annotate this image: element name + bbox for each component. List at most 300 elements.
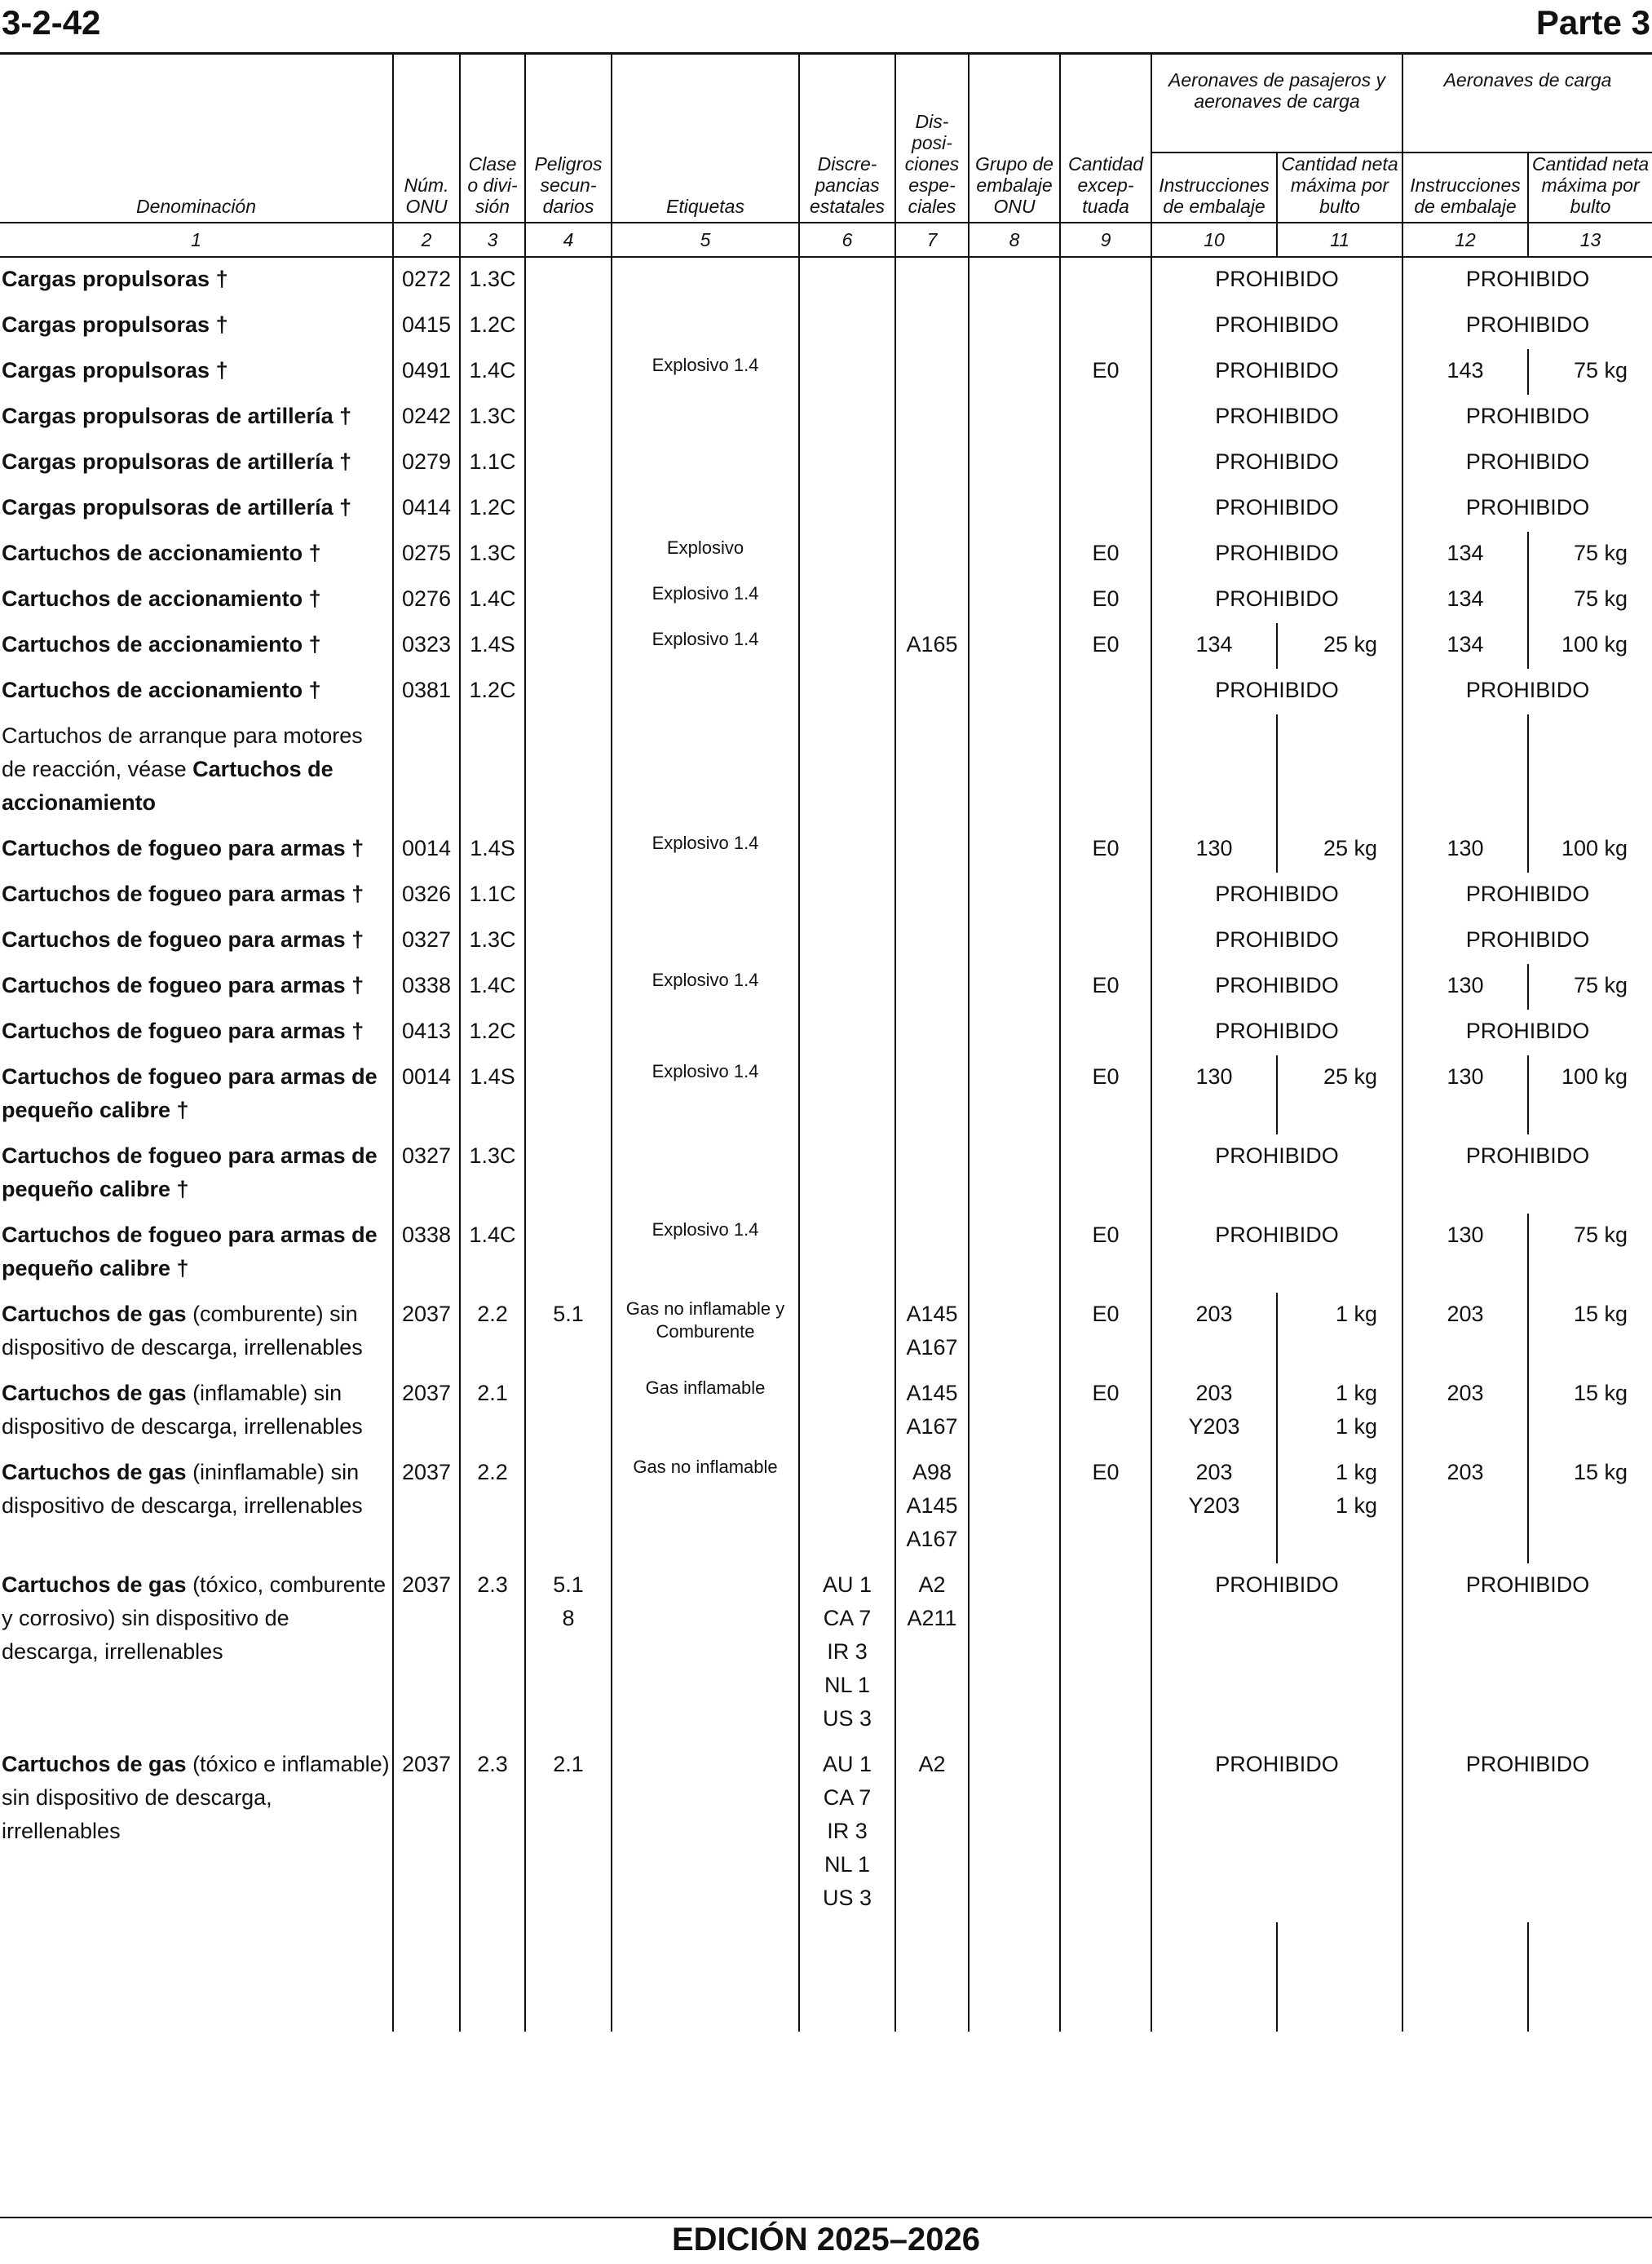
special-provisions <box>895 1134 969 1214</box>
un-number: 0326 <box>393 873 460 918</box>
pax-max-net-qty: 25 kg <box>1277 623 1402 669</box>
edition-footer: EDICIÓN 2025–2026 <box>671 2222 980 2257</box>
col-number: 11 <box>1277 223 1402 257</box>
empty-cell <box>612 1922 799 2032</box>
table-row <box>0 532 1652 577</box>
excepted-quantity <box>1060 1743 1151 1922</box>
hazard-label: Explosivo 1.4 <box>612 1214 799 1293</box>
pax-prohibited: PROHIBIDO <box>1151 964 1402 1010</box>
hazard-label <box>612 395 799 440</box>
excepted-quantity: E0 <box>1060 623 1151 669</box>
packing-group <box>969 1214 1060 1293</box>
subsidiary-hazard: 5.1 8 <box>525 1563 612 1743</box>
cargo-max-net-qty: 100 kg <box>1528 623 1652 669</box>
cargo-max-net-qty: 15 kg <box>1528 1372 1652 1451</box>
packing-group <box>969 1372 1060 1451</box>
state-variations <box>799 257 895 303</box>
cargo-max-net-qty: 15 kg <box>1528 1451 1652 1563</box>
proper-shipping-name: Cargas propulsoras † <box>2 267 228 291</box>
col-number: 2 <box>393 223 460 257</box>
class-division: 1.3C <box>460 257 525 303</box>
special-provisions: A145 A167 <box>895 1372 969 1451</box>
un-number: 0338 <box>393 1214 460 1293</box>
empty-cell <box>969 1922 1060 2032</box>
pax-packing-instruction: 203 Y203 <box>1151 1451 1277 1563</box>
special-provisions <box>895 873 969 918</box>
pax-max-net-qty <box>1277 714 1402 827</box>
excepted-quantity: E0 <box>1060 577 1151 623</box>
state-variations <box>799 1451 895 1563</box>
proper-shipping-name: Cartuchos de gas (tóxico e inflamable) sin dispositivo de descarga, irrellenables <box>2 1752 390 1843</box>
hazard-label: Explosivo 1.4 <box>612 827 799 873</box>
col-header-8: Grupo de embalaje ONU <box>969 55 1060 223</box>
proper-shipping-name: Cartuchos de fogueo para armas † <box>2 882 364 906</box>
subsidiary-hazard <box>525 440 612 486</box>
proper-shipping-name: Cartuchos de accionamiento † <box>2 678 321 702</box>
hazard-label <box>612 257 799 303</box>
proper-shipping-name: Cartuchos de fogueo para armas † <box>2 973 364 997</box>
col-number: 7 <box>895 223 969 257</box>
col-number: 12 <box>1402 223 1528 257</box>
cargo-max-net-qty: 75 kg <box>1528 964 1652 1010</box>
state-variations <box>799 349 895 395</box>
cargo-prohibited: PROHIBIDO <box>1402 1134 1652 1214</box>
subsidiary-hazard: 2.1 <box>525 1743 612 1922</box>
un-number: 2037 <box>393 1563 460 1743</box>
col-header-7: Dis- posi- ciones espe- ciales <box>895 55 969 223</box>
col-number: 4 <box>525 223 612 257</box>
un-number <box>393 714 460 827</box>
cargo-max-net-qty: 75 kg <box>1528 577 1652 623</box>
cargo-packing-instruction: 130 <box>1402 827 1528 873</box>
excepted-quantity <box>1060 669 1151 714</box>
state-variations <box>799 1134 895 1214</box>
pax-prohibited: PROHIBIDO <box>1151 349 1402 395</box>
proper-shipping-name: Cargas propulsoras de artillería † <box>2 404 352 428</box>
pax-prohibited: PROHIBIDO <box>1151 577 1402 623</box>
empty-cell <box>1402 1922 1528 2032</box>
proper-shipping-name: Cartuchos de fogueo para armas de pequeño calibre † <box>2 1223 378 1280</box>
excepted-quantity: E0 <box>1060 827 1151 873</box>
excepted-quantity: E0 <box>1060 1293 1151 1372</box>
col-header-11: Cantidad neta máxima por bulto <box>1277 153 1402 223</box>
empty-cell <box>895 1922 969 2032</box>
cargo-packing-instruction: 203 <box>1402 1372 1528 1451</box>
col-header-2: Núm. ONU <box>393 55 460 223</box>
cargo-max-net-qty: 100 kg <box>1528 1055 1652 1134</box>
un-number: 0323 <box>393 623 460 669</box>
cargo-prohibited: PROHIBIDO <box>1402 918 1652 964</box>
excepted-quantity: E0 <box>1060 1372 1151 1451</box>
subsidiary-hazard <box>525 577 612 623</box>
cargo-packing-instruction: 203 <box>1402 1451 1528 1563</box>
un-number: 0327 <box>393 918 460 964</box>
special-provisions <box>895 257 969 303</box>
packing-group <box>969 486 1060 532</box>
table-row <box>0 827 1652 873</box>
un-number: 0413 <box>393 1010 460 1055</box>
un-number: 2037 <box>393 1451 460 1563</box>
subsidiary-hazard <box>525 1214 612 1293</box>
hazard-label <box>612 1743 799 1922</box>
un-number: 2037 <box>393 1293 460 1372</box>
cargo-packing-instruction: 134 <box>1402 577 1528 623</box>
un-number: 0279 <box>393 440 460 486</box>
packing-group <box>969 1134 1060 1214</box>
empty-cell <box>1151 1922 1277 2032</box>
table-row <box>0 440 1652 486</box>
un-number: 0338 <box>393 964 460 1010</box>
un-number: 0272 <box>393 257 460 303</box>
pax-prohibited: PROHIBIDO <box>1151 440 1402 486</box>
class-division: 1.2C <box>460 303 525 349</box>
class-division: 1.4C <box>460 964 525 1010</box>
subsidiary-hazard <box>525 918 612 964</box>
pax-prohibited: PROHIBIDO <box>1151 873 1402 918</box>
subsidiary-hazard: 5.1 <box>525 1293 612 1372</box>
cargo-prohibited: PROHIBIDO <box>1402 440 1652 486</box>
table-row <box>0 1214 1652 1293</box>
pax-prohibited: PROHIBIDO <box>1151 1134 1402 1214</box>
subsidiary-hazard <box>525 303 612 349</box>
proper-shipping-name: Cartuchos de gas (inflamable) sin dispositivo de descarga, irrellenables <box>2 1381 363 1439</box>
cargo-max-net-qty: 75 kg <box>1528 532 1652 577</box>
excepted-quantity <box>1060 257 1151 303</box>
proper-shipping-name: Cartuchos de accionamiento † <box>2 632 321 657</box>
class-division: 2.2 <box>460 1451 525 1563</box>
cargo-packing-instruction: 143 <box>1402 349 1528 395</box>
pax-max-net-qty: 25 kg <box>1277 1055 1402 1134</box>
table-row <box>0 1055 1652 1134</box>
proper-shipping-name: Cartuchos de gas (ininflamable) sin dispositivo de descarga, irrellenables <box>2 1460 363 1518</box>
table-row <box>0 1743 1652 1922</box>
un-number: 0276 <box>393 577 460 623</box>
empty-cell <box>1060 1922 1151 2032</box>
pax-prohibited: PROHIBIDO <box>1151 303 1402 349</box>
proper-shipping-name: Cartuchos de accionamiento † <box>2 586 321 611</box>
col-header-12: Instrucciones de embalaje <box>1402 153 1528 223</box>
packing-group <box>969 440 1060 486</box>
state-variations <box>799 873 895 918</box>
special-provisions <box>895 577 969 623</box>
special-provisions: A98 A145 A167 <box>895 1451 969 1563</box>
state-variations <box>799 964 895 1010</box>
table-row <box>0 303 1652 349</box>
state-variations <box>799 714 895 827</box>
table-row <box>0 714 1652 827</box>
pax-packing-instruction <box>1151 714 1277 827</box>
special-provisions <box>895 349 969 395</box>
class-division: 1.4S <box>460 827 525 873</box>
col-number: 13 <box>1528 223 1652 257</box>
part-label: Parte 3 <box>1535 3 1650 42</box>
pax-packing-instruction: 203 Y203 <box>1151 1372 1277 1451</box>
un-number: 0491 <box>393 349 460 395</box>
special-provisions <box>895 714 969 827</box>
table-row <box>0 669 1652 714</box>
packing-group <box>969 827 1060 873</box>
packing-group <box>969 1743 1060 1922</box>
un-number: 0014 <box>393 1055 460 1134</box>
cargo-prohibited: PROHIBIDO <box>1402 395 1652 440</box>
subsidiary-hazard <box>525 395 612 440</box>
table-row <box>0 873 1652 918</box>
pax-packing-instruction: 130 <box>1151 1055 1277 1134</box>
packing-group <box>969 714 1060 827</box>
pax-prohibited: PROHIBIDO <box>1151 257 1402 303</box>
class-division: 1.4S <box>460 1055 525 1134</box>
state-variations <box>799 303 895 349</box>
hazard-label: Gas no inflamable y Comburente <box>612 1293 799 1372</box>
subsidiary-hazard <box>525 349 612 395</box>
excepted-quantity <box>1060 1010 1151 1055</box>
class-division: 1.3C <box>460 395 525 440</box>
pax-prohibited: PROHIBIDO <box>1151 486 1402 532</box>
special-provisions <box>895 303 969 349</box>
pax-prohibited: PROHIBIDO <box>1151 1010 1402 1055</box>
un-number: 2037 <box>393 1743 460 1922</box>
pax-packing-instruction: 130 <box>1151 827 1277 873</box>
cargo-prohibited: PROHIBIDO <box>1402 873 1652 918</box>
proper-shipping-name: Cartuchos de gas (comburente) sin dispositivo de descarga, irrellenables <box>2 1302 363 1360</box>
hazard-label <box>612 486 799 532</box>
proper-shipping-name: Cartuchos de fogueo para armas de pequeño calibre † <box>2 1143 378 1201</box>
class-division: 1.2C <box>460 669 525 714</box>
hazard-label <box>612 669 799 714</box>
empty-cell <box>799 1922 895 2032</box>
excepted-quantity: E0 <box>1060 1451 1151 1563</box>
cargo-prohibited: PROHIBIDO <box>1402 303 1652 349</box>
packing-group <box>969 303 1060 349</box>
state-variations <box>799 918 895 964</box>
table-row <box>0 395 1652 440</box>
proper-shipping-name: Cargas propulsoras † <box>2 358 228 382</box>
packing-group <box>969 577 1060 623</box>
un-number: 0381 <box>393 669 460 714</box>
class-division: 1.2C <box>460 1010 525 1055</box>
cargo-packing-instruction: 203 <box>1402 1293 1528 1372</box>
hazard-label: Explosivo 1.4 <box>612 964 799 1010</box>
cargo-prohibited: PROHIBIDO <box>1402 1010 1652 1055</box>
excepted-quantity: E0 <box>1060 349 1151 395</box>
special-provisions <box>895 532 969 577</box>
class-division: 1.3C <box>460 532 525 577</box>
dangerous-goods-table <box>0 55 1652 2032</box>
pax-max-net-qty: 25 kg <box>1277 827 1402 873</box>
table-filler <box>0 1922 1652 2032</box>
col-header-5: Etiquetas <box>612 55 799 223</box>
subsidiary-hazard <box>525 714 612 827</box>
col-header-13: Cantidad neta máxima por bulto <box>1528 153 1652 223</box>
special-provisions <box>895 1010 969 1055</box>
excepted-quantity <box>1060 1134 1151 1214</box>
un-number: 0275 <box>393 532 460 577</box>
packing-group <box>969 349 1060 395</box>
state-variations <box>799 1010 895 1055</box>
state-variations <box>799 395 895 440</box>
empty-cell <box>393 1922 460 2032</box>
state-variations <box>799 440 895 486</box>
subsidiary-hazard <box>525 1372 612 1451</box>
class-division: 1.3C <box>460 1134 525 1214</box>
table-row <box>0 349 1652 395</box>
state-variations <box>799 532 895 577</box>
table-row <box>0 918 1652 964</box>
class-division: 1.1C <box>460 873 525 918</box>
hazard-label <box>612 714 799 827</box>
subsidiary-hazard <box>525 1134 612 1214</box>
hazard-label <box>612 1010 799 1055</box>
hazard-label: Explosivo 1.4 <box>612 1055 799 1134</box>
hazard-label: Explosivo 1.4 <box>612 623 799 669</box>
cargo-packing-instruction: 130 <box>1402 964 1528 1010</box>
special-provisions <box>895 486 969 532</box>
state-variations <box>799 669 895 714</box>
excepted-quantity <box>1060 303 1151 349</box>
special-provisions <box>895 395 969 440</box>
empty-cell <box>1277 1922 1402 2032</box>
packing-group <box>969 395 1060 440</box>
excepted-quantity <box>1060 486 1151 532</box>
col-number: 1 <box>0 223 393 257</box>
subsidiary-hazard <box>525 964 612 1010</box>
subsidiary-hazard <box>525 532 612 577</box>
empty-cell <box>525 1922 612 2032</box>
table-row <box>0 1010 1652 1055</box>
col-number: 3 <box>460 223 525 257</box>
proper-shipping-name: Cartuchos de fogueo para armas † <box>2 927 364 952</box>
pax-packing-instruction: 134 <box>1151 623 1277 669</box>
un-number: 0414 <box>393 486 460 532</box>
subsidiary-hazard <box>525 827 612 873</box>
page-header <box>0 0 1652 54</box>
hazard-label: Gas inflamable <box>612 1372 799 1451</box>
hazard-label: Gas no inflamable <box>612 1451 799 1563</box>
table-row <box>0 1372 1652 1451</box>
pax-max-net-qty: 1 kg 1 kg <box>1277 1451 1402 1563</box>
col-header-6: Discre- pancias estatales <box>799 55 895 223</box>
class-division <box>460 714 525 827</box>
class-division: 2.3 <box>460 1563 525 1743</box>
proper-shipping-name: Cartuchos de fogueo para armas de pequeño calibre † <box>2 1064 378 1122</box>
special-provisions <box>895 918 969 964</box>
proper-shipping-name: Cartuchos de arranque para motores de reacción, véase Cartuchos de accionamiento <box>2 723 363 815</box>
hazard-label <box>612 1134 799 1214</box>
cargo-prohibited: PROHIBIDO <box>1402 1743 1652 1922</box>
table-row <box>0 623 1652 669</box>
class-division: 2.1 <box>460 1372 525 1451</box>
special-provisions <box>895 669 969 714</box>
special-provisions <box>895 827 969 873</box>
pax-max-net-qty: 1 kg <box>1277 1293 1402 1372</box>
state-variations: AU 1 CA 7 IR 3 NL 1 US 3 <box>799 1563 895 1743</box>
table-row <box>0 1134 1652 1214</box>
excepted-quantity <box>1060 714 1151 827</box>
special-provisions: A165 <box>895 623 969 669</box>
class-division: 1.1C <box>460 440 525 486</box>
cargo-packing-instruction <box>1402 714 1528 827</box>
col-number: 5 <box>612 223 799 257</box>
state-variations <box>799 486 895 532</box>
cargo-packing-instruction: 134 <box>1402 623 1528 669</box>
packing-group <box>969 873 1060 918</box>
class-division: 1.3C <box>460 918 525 964</box>
proper-shipping-name: Cartuchos de fogueo para armas † <box>2 836 364 860</box>
hazard-label: Explosivo 1.4 <box>612 349 799 395</box>
special-provisions: A145 A167 <box>895 1293 969 1372</box>
un-number: 0415 <box>393 303 460 349</box>
excepted-quantity: E0 <box>1060 532 1151 577</box>
table-row <box>0 486 1652 532</box>
subsidiary-hazard <box>525 1451 612 1563</box>
col-header-4: Peligros secun- darios <box>525 55 612 223</box>
class-division: 1.4S <box>460 623 525 669</box>
pax-prohibited: PROHIBIDO <box>1151 1563 1402 1743</box>
proper-shipping-name: Cargas propulsoras de artillería † <box>2 495 352 520</box>
un-number: 2037 <box>393 1372 460 1451</box>
class-division: 2.3 <box>460 1743 525 1922</box>
proper-shipping-name: Cargas propulsoras de artillería † <box>2 449 352 474</box>
col-header-9: Cantidad excep- tuada <box>1060 55 1151 223</box>
cargo-packing-instruction: 130 <box>1402 1055 1528 1134</box>
excepted-quantity <box>1060 873 1151 918</box>
table-row <box>0 1451 1652 1563</box>
special-provisions: A2 A211 <box>895 1563 969 1743</box>
table-row <box>0 577 1652 623</box>
hazard-label <box>612 440 799 486</box>
cargo-prohibited: PROHIBIDO <box>1402 257 1652 303</box>
class-division: 1.4C <box>460 577 525 623</box>
subsidiary-hazard <box>525 1010 612 1055</box>
empty-cell <box>460 1922 525 2032</box>
hazard-label <box>612 873 799 918</box>
state-variations <box>799 1214 895 1293</box>
col-number: 10 <box>1151 223 1277 257</box>
pax-max-net-qty: 1 kg 1 kg <box>1277 1372 1402 1451</box>
excepted-quantity: E0 <box>1060 1214 1151 1293</box>
cargo-max-net-qty: 75 kg <box>1528 1214 1652 1293</box>
packing-group <box>969 532 1060 577</box>
packing-group <box>969 1563 1060 1743</box>
excepted-quantity: E0 <box>1060 964 1151 1010</box>
empty-cell <box>0 1922 393 2032</box>
proper-shipping-name: Cartuchos de gas (tóxico, comburente y corrosivo) sin dispositivo de descarga, irrellenables <box>2 1572 386 1664</box>
packing-group <box>969 1293 1060 1372</box>
table-row <box>0 1293 1652 1372</box>
subsidiary-hazard <box>525 623 612 669</box>
hazard-label <box>612 303 799 349</box>
un-number: 0014 <box>393 827 460 873</box>
state-variations: AU 1 CA 7 IR 3 NL 1 US 3 <box>799 1743 895 1922</box>
col-header-3: Clase o divi- sión <box>460 55 525 223</box>
packing-group <box>969 918 1060 964</box>
cargo-prohibited: PROHIBIDO <box>1402 669 1652 714</box>
excepted-quantity <box>1060 1563 1151 1743</box>
table-row <box>0 964 1652 1010</box>
un-number: 0242 <box>393 395 460 440</box>
cargo-max-net-qty <box>1528 714 1652 827</box>
hazard-label: Explosivo <box>612 532 799 577</box>
page-number: 3-2-42 <box>2 3 101 42</box>
packing-group <box>969 1010 1060 1055</box>
proper-shipping-name: Cartuchos de fogueo para armas † <box>2 1019 364 1043</box>
un-number: 0327 <box>393 1134 460 1214</box>
class-division: 1.2C <box>460 486 525 532</box>
special-provisions <box>895 440 969 486</box>
cargo-packing-instruction: 130 <box>1402 1214 1528 1293</box>
empty-cell <box>1528 1922 1652 2032</box>
pax-packing-instruction: 203 <box>1151 1293 1277 1372</box>
